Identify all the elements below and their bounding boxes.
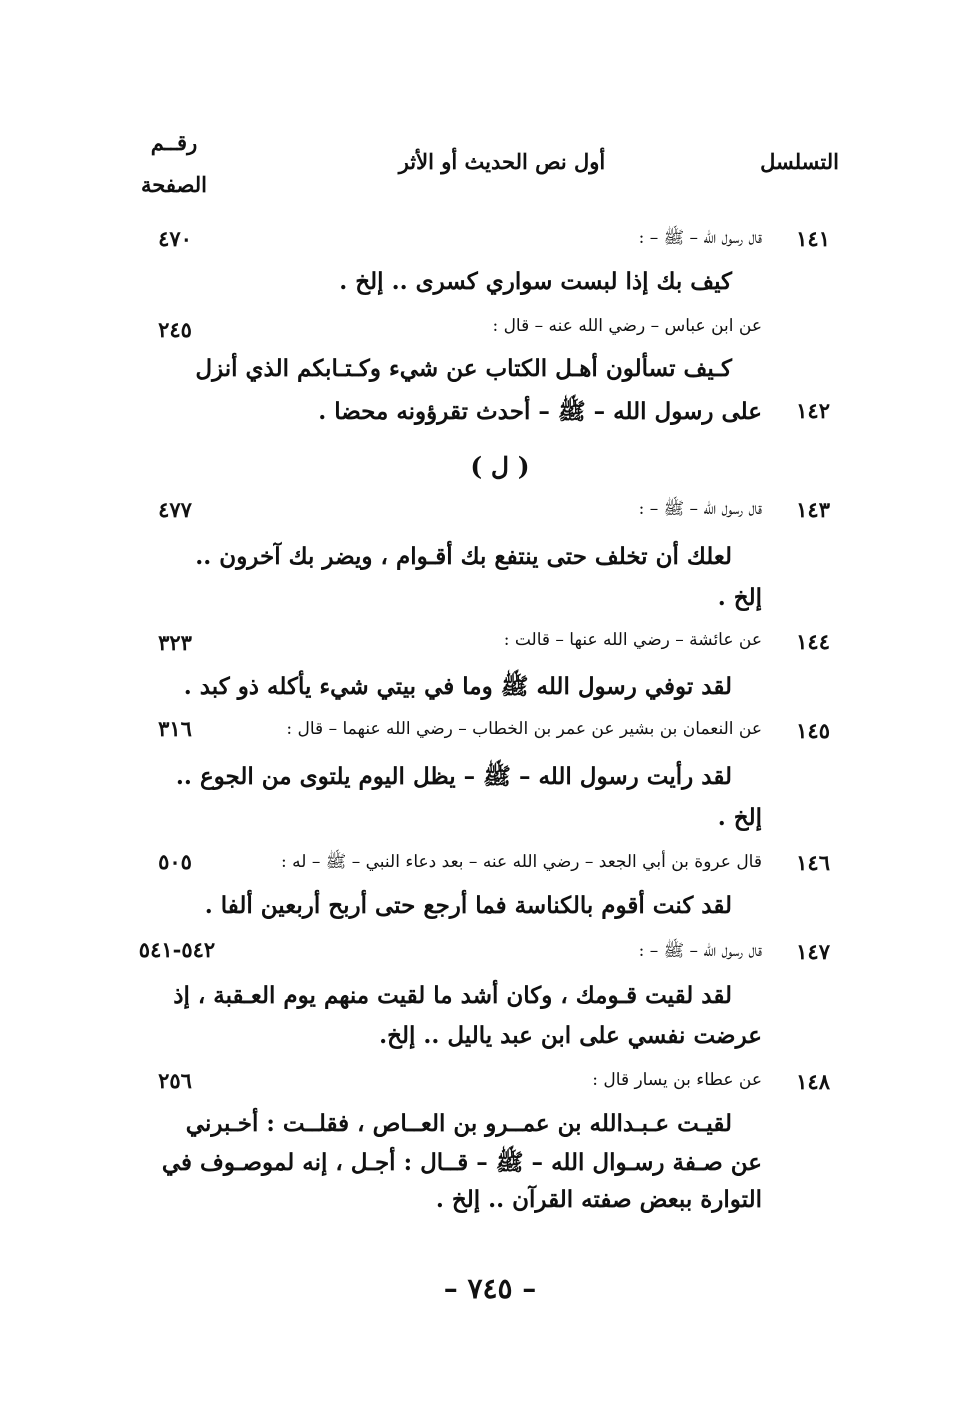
- hadith-text-line: عرضت نفسي على ابن عبد ياليل .. إلخ.: [379, 1022, 762, 1049]
- entry-page-ref: ٤٧٠: [158, 226, 192, 251]
- entry-intro: قال رسول الله – ﷺ – :: [638, 228, 762, 248]
- hadith-text-line: على رسول الله – ﷺ – أحدث تقرؤونه محضا .: [318, 398, 762, 425]
- entry-number: ١٤٤: [796, 629, 830, 654]
- serial-column-header: التسلسل: [760, 149, 839, 174]
- hadith-text-line: إلخ .: [717, 804, 762, 831]
- hadith-text-line: كيف بك إذا لبست سواري كسرى .. إلخ .: [339, 268, 732, 295]
- hadith-text-line: إلخ .: [717, 584, 762, 611]
- entry-page-ref: ٣١٦: [158, 716, 192, 741]
- entry-number: ١٤١: [796, 226, 830, 251]
- entry-page-ref: ٥٠٥: [158, 849, 192, 874]
- hadith-text-line: لعلك أن تخلف حتى ينتفع بك أقـوام ، ويضر بك آخرون ..: [195, 543, 732, 570]
- entry-page-ref: ٢٤٥: [158, 317, 192, 342]
- hadith-text-line: لقد توفي رسول الله ﷺ وما في بيتي شيء يأكله ذو كبد .: [183, 673, 732, 700]
- hadith-text-line: التوارة ببعض صفته القرآن .. إلخ .: [435, 1186, 762, 1213]
- entry-page-ref: ٥٤٢-٥٤١: [138, 937, 216, 962]
- hadith-text-line: لقد رأيت رسول الله – ﷺ – يظل اليوم يلتوى من الجوع ..: [175, 763, 732, 790]
- entry-intro: قال رسول الله – ﷺ – :: [638, 499, 762, 519]
- page-number: – ٧٤٥ –: [443, 1272, 537, 1305]
- entry-number: ١٤٢: [796, 398, 830, 423]
- hadith-text-line: عن صـفة رسـوال الله – ﷺ – قــال : أجـل ، إنه لموصـوف في: [161, 1149, 762, 1176]
- section-letter-heading: ( ل ): [470, 452, 530, 481]
- entry-intro: عن عطاء بن يسار قال :: [592, 1070, 762, 1090]
- entry-page-ref: ٣٢٣: [158, 630, 192, 655]
- hadith-text-line: كـيف تسألون أهـل الكتاب عن شيء وكـتـابكم الذي أنزل: [195, 355, 732, 382]
- entry-intro: قال عروة بن أبي الجعد – رضي الله عنه – بعد دعاء النبي – ﷺ – له :: [281, 852, 762, 872]
- hadith-text-line: لقيـت عـبـدالله بن عمــرو بن العــاص ، فقلــت : أخـبرني: [185, 1110, 732, 1137]
- entry-number: ١٤٣: [796, 497, 830, 522]
- hadith-text-line: لقد لقيت قـومك ، وكان أشد ما لقيت منهم يوم العـقبة ، إذ: [173, 982, 732, 1009]
- entry-number: ١٤٨: [796, 1069, 830, 1094]
- page-column-header-line2: الصفحة: [141, 172, 207, 197]
- hadith-text-line: لقد كنت أقوم بالكناسة فما أرجع حتى أربح أربعين ألفا .: [204, 892, 732, 919]
- entry-page-ref: ٢٥٦: [158, 1068, 192, 1093]
- entry-number: ١٤٧: [796, 939, 830, 964]
- page-column-header-line1: رقــم: [150, 130, 198, 155]
- entry-intro: عن ابن عباس – رضي الله عنه – قال :: [492, 316, 762, 336]
- entry-number: ١٤٦: [796, 850, 830, 875]
- entry-number: ١٤٥: [796, 718, 830, 743]
- entry-intro: عن النعمان بن بشير عن عمر بن الخطاب – رضي الله عنهما – قال :: [286, 719, 762, 739]
- entry-page-ref: ٤٧٧: [158, 497, 192, 522]
- entry-intro: قال رسول الله – ﷺ – :: [638, 941, 762, 961]
- text-column-header: أول نص الحديث أو الأثر: [398, 149, 606, 174]
- entry-intro: عن عائشة – رضي الله عنها – قالت :: [503, 630, 762, 650]
